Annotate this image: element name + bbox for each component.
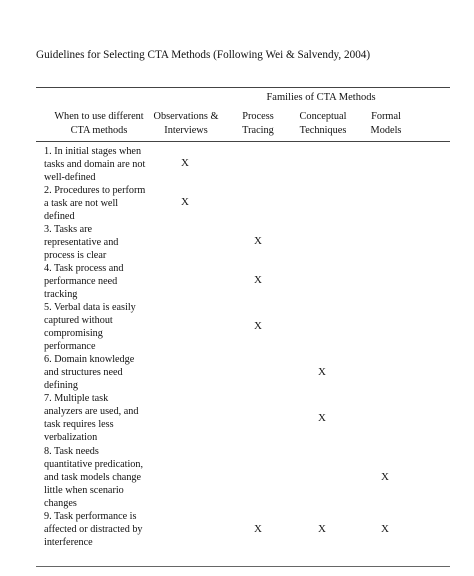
column-header-observations-line-2: Interviews [164,124,208,136]
row-4-line-3: tracking [44,289,78,300]
row-6-line-3: defining [44,380,78,391]
row-3-line-2: representative and [44,237,119,248]
row-5-line-1: 5. Verbal data is easily [44,302,136,313]
table-bottom-rule [36,566,450,567]
row-3-line-3: process is clear [44,250,107,261]
row-7-line-1: 7. Multiple task [44,393,109,404]
table-top-rule [36,87,450,88]
column-header-conceptual-line-2: Techniques [299,124,347,136]
families-header: Families of CTA Methods [266,92,376,103]
row-9-mark-formal: X [381,523,389,535]
row-9-line-2: affected or distracted by [44,524,143,535]
column-header-process-tracing [230,110,286,137]
column-header-process-line-1: Process [242,111,274,122]
row-5-line-2: captured without [44,315,113,326]
row-2-mark-observations: X [181,196,189,208]
row-5-line-4: performance [44,341,96,352]
column-header-formal-models [360,110,412,137]
row-4-mark-process-tracing: X [254,274,262,286]
row-6-line-2: and structures need [44,367,123,378]
row-5-line-3: compromising [44,328,103,339]
row-8-line-2: quantitative predication, [44,459,144,470]
table-row-3-label [44,223,118,262]
table-row-5-label [44,301,136,353]
column-header-when [44,110,154,137]
table-row-9-label [44,510,143,549]
row-1-line-2: tasks and domain are not [44,159,146,170]
table-row-8-label [44,445,143,510]
column-header-process-line-2: Tracing [242,124,274,136]
table-row-4-label [44,262,123,301]
row-2-line-1: 2. Procedures to perform [44,185,146,196]
table-row-6-label [44,353,134,392]
column-header-conceptual-line-1: Conceptual [299,111,347,122]
row-4-line-1: 4. Task process and [44,263,124,274]
row-1-mark-observations: X [181,157,189,169]
column-header-when-line-2: CTA methods [70,124,128,136]
row-7-line-4: verbalization [44,432,98,443]
column-header-formal-line-1: Formal [371,111,401,122]
column-header-observations [148,110,224,137]
row-2-line-3: defined [44,211,75,222]
row-6-mark-conceptual: X [318,366,326,378]
row-9-mark-conceptual: X [318,523,326,535]
row-8-line-5: changes [44,498,77,509]
row-4-line-2: performance need [44,276,118,287]
table-row-7-label [44,392,138,444]
row-1-line-3: well-defined [44,172,96,183]
table-caption: Guidelines for Selecting CTA Methods (Following Wei & Salvendy, 2004) [36,49,371,61]
row-9-mark-process-tracing: X [254,523,262,535]
table-row-1-label [44,145,145,184]
row-5-mark-process-tracing: X [254,320,262,332]
row-8-line-3: and task models change [44,472,142,483]
row-7-line-2: analyzers are used, and [44,406,139,417]
row-7-line-3: task requires less [44,419,114,430]
row-8-line-1: 8. Task needs [44,446,99,457]
row-1-line-1: 1. In initial stages when [44,146,142,157]
row-3-line-1: 3. Tasks are [44,224,93,235]
row-7-mark-conceptual: X [318,412,326,424]
row-9-line-1: 9. Task performance is [44,511,137,522]
row-3-mark-process-tracing: X [254,235,262,247]
column-header-when-line-1: When to use different [54,111,144,122]
column-header-formal-line-2: Models [370,124,402,136]
row-2-line-2: a task are not well [44,198,119,209]
row-8-mark-formal: X [381,471,389,483]
column-header-observations-line-1: Observations & [153,111,219,122]
row-9-line-3: interference [44,537,93,548]
row-8-line-4: little when scenario [44,485,124,496]
row-6-line-1: 6. Domain knowledge [44,354,135,365]
column-header-conceptual-techniques [290,110,356,137]
table-row-2-label [44,184,145,223]
header-separator-rule [36,141,450,142]
